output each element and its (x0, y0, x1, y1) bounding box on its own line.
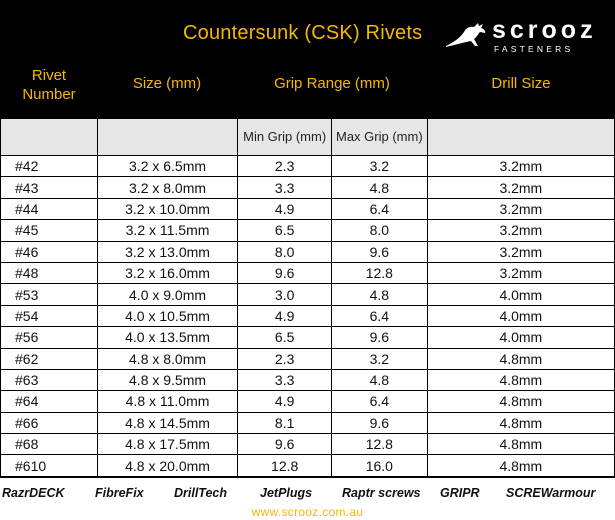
cell-max-grip: 9.6 (332, 241, 428, 262)
cell-max-grip: 8.0 (332, 220, 428, 241)
cell-rivet-number: #44 (1, 198, 98, 219)
cell-size: 3.2 x 13.0mm (97, 241, 238, 262)
cell-rivet-number: #68 (1, 434, 98, 455)
cell-max-grip: 9.6 (332, 412, 428, 433)
header (0, 0, 615, 118)
cell-rivet-number: #56 (1, 327, 98, 348)
cell-drill-size: 4.8mm (427, 391, 614, 412)
table-row (1, 434, 615, 455)
logo-subtitle: FASTENERS (494, 44, 574, 54)
footer (0, 478, 615, 520)
cell-drill-size: 4.8mm (427, 348, 614, 369)
table-row (1, 177, 615, 198)
cell-drill-size: 4.8mm (427, 369, 614, 390)
cell-rivet-number: #62 (1, 348, 98, 369)
cell-size: 4.0 x 13.5mm (97, 327, 238, 348)
logo (444, 18, 614, 58)
cell-rivet-number: #46 (1, 241, 98, 262)
cell-max-grip: 3.2 (332, 348, 428, 369)
cell-size: 4.8 x 8.0mm (97, 348, 238, 369)
table-row (1, 284, 615, 305)
cell-max-grip: 12.8 (332, 434, 428, 455)
cell-max-grip: 12.8 (332, 262, 428, 283)
cell-min-grip: 3.3 (238, 369, 332, 390)
page-title: Countersunk (CSK) Rivets (183, 22, 423, 44)
subheader-empty-1 (1, 119, 98, 156)
cell-min-grip: 8.1 (238, 412, 332, 433)
subheader-row (1, 119, 615, 156)
table-row (1, 412, 615, 433)
table-row (1, 348, 615, 369)
cell-drill-size: 4.8mm (427, 455, 614, 476)
cell-min-grip: 9.6 (238, 262, 332, 283)
cell-min-grip: 4.9 (238, 305, 332, 326)
brand-logo: DrillTech (174, 486, 228, 500)
cell-min-grip: 2.3 (238, 348, 332, 369)
cell-drill-size: 4.0mm (427, 327, 614, 348)
cell-rivet-number: #42 (1, 156, 98, 177)
cell-drill-size: 4.0mm (427, 284, 614, 305)
cell-max-grip: 9.6 (332, 327, 428, 348)
table-row (1, 198, 615, 219)
header-size: Size (mm) (132, 75, 202, 92)
subheader-empty-2 (97, 119, 238, 156)
cell-max-grip: 16.0 (332, 455, 428, 476)
cell-rivet-number: #53 (1, 284, 98, 305)
cell-rivet-number: #43 (1, 177, 98, 198)
cell-size: 3.2 x 11.5mm (97, 220, 238, 241)
cell-rivet-number: #48 (1, 262, 98, 283)
cell-min-grip: 3.0 (238, 284, 332, 305)
cell-min-grip: 9.6 (238, 434, 332, 455)
cell-rivet-number: #63 (1, 369, 98, 390)
brand-strip (0, 486, 615, 502)
table-row (1, 391, 615, 412)
rivet-table (0, 118, 615, 477)
subheader-min-grip: Min Grip (mm) (238, 119, 332, 156)
table-row (1, 220, 615, 241)
cell-drill-size: 4.8mm (427, 434, 614, 455)
cell-drill-size: 3.2mm (427, 177, 614, 198)
cell-size: 4.0 x 9.0mm (97, 284, 238, 305)
cell-max-grip: 4.8 (332, 284, 428, 305)
cell-min-grip: 6.5 (238, 327, 332, 348)
brand-logo: JetPlugs (260, 486, 313, 500)
cell-min-grip: 12.8 (238, 455, 332, 476)
cell-drill-size: 3.2mm (427, 241, 614, 262)
table-row (1, 305, 615, 326)
brand-logo: FibreFix (95, 486, 144, 500)
cell-size: 4.8 x 20.0mm (97, 455, 238, 476)
cell-max-grip: 3.2 (332, 156, 428, 177)
table-row (1, 369, 615, 390)
cell-size: 4.8 x 17.5mm (97, 434, 238, 455)
cell-size: 3.2 x 10.0mm (97, 198, 238, 219)
cell-size: 4.0 x 10.5mm (97, 305, 238, 326)
cell-min-grip: 4.9 (238, 391, 332, 412)
website-url[interactable]: www.scrooz.com.au (251, 505, 364, 519)
cell-min-grip: 4.9 (238, 198, 332, 219)
cell-max-grip: 4.8 (332, 369, 428, 390)
brand-logo: Raptr screws (342, 486, 421, 500)
table-row (1, 327, 615, 348)
cell-rivet-number: #45 (1, 220, 98, 241)
brand-logo: SCREWarmour (506, 486, 596, 500)
cell-size: 3.2 x 6.5mm (97, 156, 238, 177)
cell-min-grip: 2.3 (238, 156, 332, 177)
cell-min-grip: 6.5 (238, 220, 332, 241)
table-row (1, 156, 615, 177)
cell-rivet-number: #54 (1, 305, 98, 326)
cell-drill-size: 4.0mm (427, 305, 614, 326)
cell-max-grip: 6.4 (332, 198, 428, 219)
cell-rivet-number: #610 (1, 455, 98, 476)
cell-size: 3.2 x 16.0mm (97, 262, 238, 283)
cell-rivet-number: #64 (1, 391, 98, 412)
cell-max-grip: 6.4 (332, 305, 428, 326)
table-row (1, 241, 615, 262)
cell-drill-size: 3.2mm (427, 262, 614, 283)
table-row (1, 455, 615, 476)
cell-size: 3.2 x 8.0mm (97, 177, 238, 198)
cell-rivet-number: #66 (1, 412, 98, 433)
cell-min-grip: 3.3 (238, 177, 332, 198)
cell-size: 4.8 x 9.5mm (97, 369, 238, 390)
kangaroo-icon (444, 20, 494, 50)
subheader-max-grip: Max Grip (mm) (332, 119, 428, 156)
header-grip-range: Grip Range (mm) (274, 75, 390, 92)
cell-size: 4.8 x 11.0mm (97, 391, 238, 412)
header-rivet-number: Rivet Number (22, 67, 76, 103)
brand-logo: RazrDECK (2, 486, 65, 500)
table-row (1, 262, 615, 283)
cell-drill-size: 3.2mm (427, 198, 614, 219)
cell-drill-size: 3.2mm (427, 220, 614, 241)
cell-size: 4.8 x 14.5mm (97, 412, 238, 433)
header-drill-size: Drill Size (491, 75, 551, 92)
cell-drill-size: 3.2mm (427, 156, 614, 177)
cell-max-grip: 6.4 (332, 391, 428, 412)
subheader-empty-3 (427, 119, 614, 156)
cell-min-grip: 8.0 (238, 241, 332, 262)
cell-max-grip: 4.8 (332, 177, 428, 198)
logo-wordmark: scrooz (492, 16, 597, 44)
cell-drill-size: 4.8mm (427, 412, 614, 433)
brand-logo: GRIPR (440, 486, 480, 500)
